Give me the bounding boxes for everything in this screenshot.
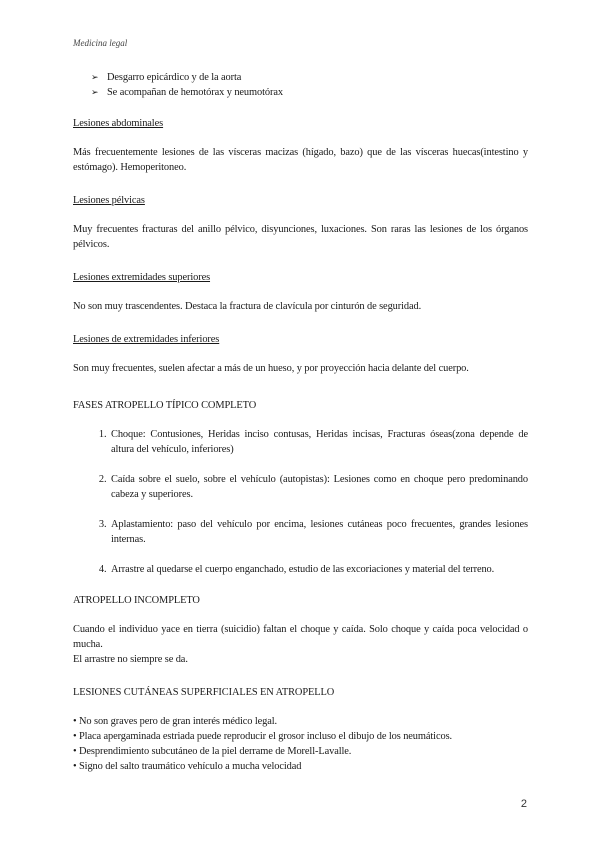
heading-pelvic: Lesiones pélvicas: [73, 195, 145, 206]
paragraph-upper-limbs: No son muy trascendentes. Destaca la fractura de clavícula por cinturón de seguridad.: [73, 301, 422, 312]
list-item: • Placa apergaminada estriada puede reproducir el grosor incluso el dibujo de los neumáticos.: [73, 729, 528, 744]
phases-list: [73, 427, 528, 577]
thorax-list: [91, 70, 528, 100]
section-title-skin: LESIONES CUTÁNEAS SUPERFICIALES EN ATROPELLO: [73, 687, 335, 698]
document-body: [73, 70, 528, 774]
list-item: 4. Arrastre al quedarse el cuerpo enganchado, estudio de las excoriaciones y material del terreno.: [109, 562, 528, 577]
page-number: 2: [520, 798, 527, 810]
skin-lesions-list: [73, 714, 528, 774]
heading-upper-limbs: Lesiones extremidades superiores: [73, 272, 211, 283]
paragraph-incomplete-2: El arrastre no siempre se da.: [73, 654, 188, 665]
heading-abdominal: Lesiones abdominales: [73, 118, 164, 129]
list-item: 2. Caída sobre el suelo, sobre el vehículo (autopistas): Lesiones como en choque pero predominando cabeza y superiores.: [109, 472, 528, 502]
section-title-incomplete: ATROPELLO INCOMPLETO: [73, 595, 200, 606]
list-item: 3. Aplastamiento: paso del vehículo por encima, lesiones cutáneas poco frecuentes, grandes lesiones internas.: [109, 517, 528, 547]
heading-lower-limbs: Lesiones de extremidades inferiores: [73, 334, 220, 345]
list-item: • No son graves pero de gran interés médico legal.: [73, 714, 528, 729]
list-item: ➢ Se acompañan de hemotórax y neumotórax: [91, 85, 528, 100]
list-item: • Desprendimiento subcutáneo de la piel derrame de Morell-Lavalle.: [73, 744, 528, 759]
paragraph-incomplete-1: Cuando el individuo yace en tierra (suicidio) faltan el choque y caída. Solo choque y caída poca velocidad o mucha.: [73, 624, 528, 650]
paragraph-lower-limbs: Son muy frecuentes, suelen afectar a más de un hueso, y por proyección hacia delante del cuerpo.: [73, 363, 469, 374]
running-header: Medicina legal: [73, 38, 128, 48]
section-title-complete: FASES ATROPELLO TÍPICO COMPLETO: [73, 400, 257, 411]
paragraph-pelvic: Muy frecuentes fracturas del anillo pélvico, disyunciones, luxaciones. Son raras las lesiones de los órganos pélvicos.: [73, 224, 528, 250]
list-item: 1. Choque: Contusiones, Heridas inciso contusas, Heridas incisas, Fracturas óseas(zona depende de altura del vehículo, inferiores): [109, 427, 528, 457]
list-item: ➢ Desgarro epicárdico y de la aorta: [91, 70, 528, 85]
list-item: • Signo del salto traumático vehículo a mucha velocidad: [73, 759, 528, 774]
paragraph-abdominal: Más frecuentemente lesiones de las vísceras macizas (hígado, bazo) que de las vísceras huecas(intestino y estómago). Hemoperitoneo.: [73, 147, 528, 173]
